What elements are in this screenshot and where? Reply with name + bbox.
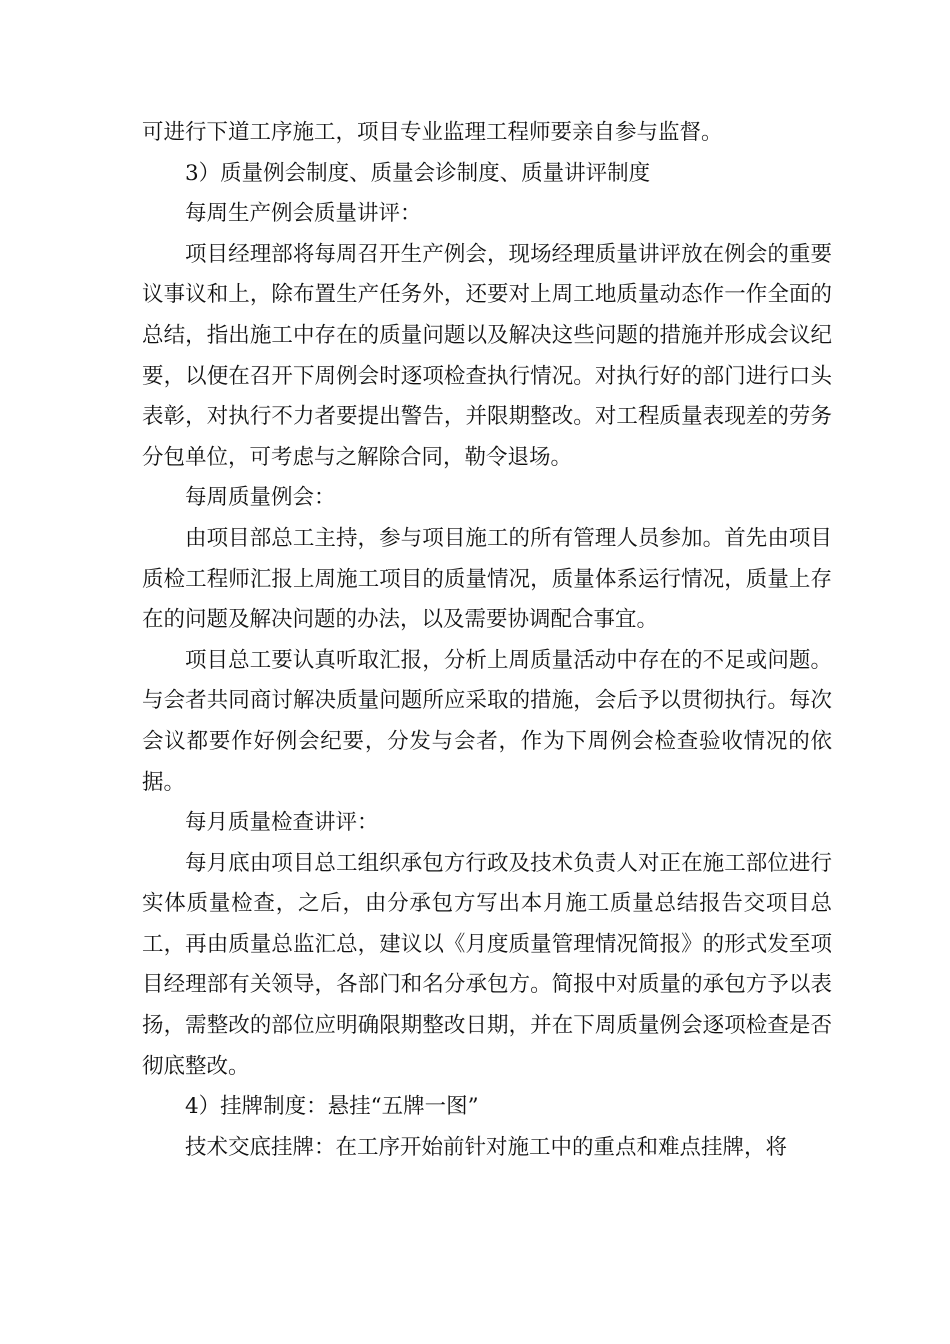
paragraph-weekly-quality-meeting: 由项目部总工主持，参与项目施工的所有管理人员参加。首先由项目质检工程师汇报上周施工项目的质量情况，质量体系运行情况，质量上存在的问题及解决问题的办法，以及需要协调配合事宜。 bbox=[142, 525, 832, 633]
paragraph-monthly-quality-inspection: 每月底由项目总工组织承包方行政及技术负责人对正在施工部位进行实体质量检查，之后，由分承包方写出本月施工质量总结报告交项目总工，再由质量总监汇总，建议以《月度质量管理情况简报》的形式发至项目经理部有关领导，各部门和名分承包方。简报中对质量的承包方予以表扬，需整改的部位应明确限期整改日期，并在下周质量例会逐项检查是否彻底整改。 bbox=[142, 850, 832, 1079]
section-heading-signboard-system: 4）挂牌制度：悬挂“五牌一图” bbox=[185, 1094, 479, 1120]
section-heading-meeting-system: 3）质量例会制度、质量会诊制度、质量讲评制度 bbox=[185, 160, 651, 186]
subheading-weekly-production-meeting: 每周生产例会质量讲评： bbox=[185, 201, 422, 227]
paragraph-weekly-production-meeting: 项目经理部将每周召开生产例会，现场经理质量讲评放在例会的重要议事议和上，除布置生产任务外，还要对上周工地质量动态作一作全面的总结，指出施工中存在的质量问题以及解决这些问题的措施并形成会议纪要，以便在召开下周例会时逐项检查执行情况。对执行好的部门进行口头表彰，对执行不力者要提出警告，并限期整改。对工程质量表现差的劳务分包单位，可考虑与之解除合同，勒令退场。 bbox=[142, 241, 832, 470]
paragraph-chief-engineer-review: 项目总工要认真听取汇报，分析上周质量活动中存在的不足或问题。与会者共同商讨解决质量问题所应采取的措施，会后予以贯彻执行。每次会议都要作好例会纪要，分发与会者，作为下周例会检查验收情况的依据。 bbox=[142, 647, 832, 795]
subheading-weekly-quality-meeting: 每周质量例会： bbox=[185, 485, 336, 511]
paragraph-continuation: 可进行下道工序施工，项目专业监理工程师要亲自参与监督。 bbox=[142, 120, 723, 145]
subheading-monthly-quality-inspection: 每月质量检查讲评： bbox=[185, 810, 379, 836]
document-body bbox=[142, 113, 832, 1168]
paragraph-technical-briefing-signboard: 技术交底挂牌：在工序开始前针对施工中的重点和难点挂牌，将 bbox=[185, 1134, 788, 1160]
